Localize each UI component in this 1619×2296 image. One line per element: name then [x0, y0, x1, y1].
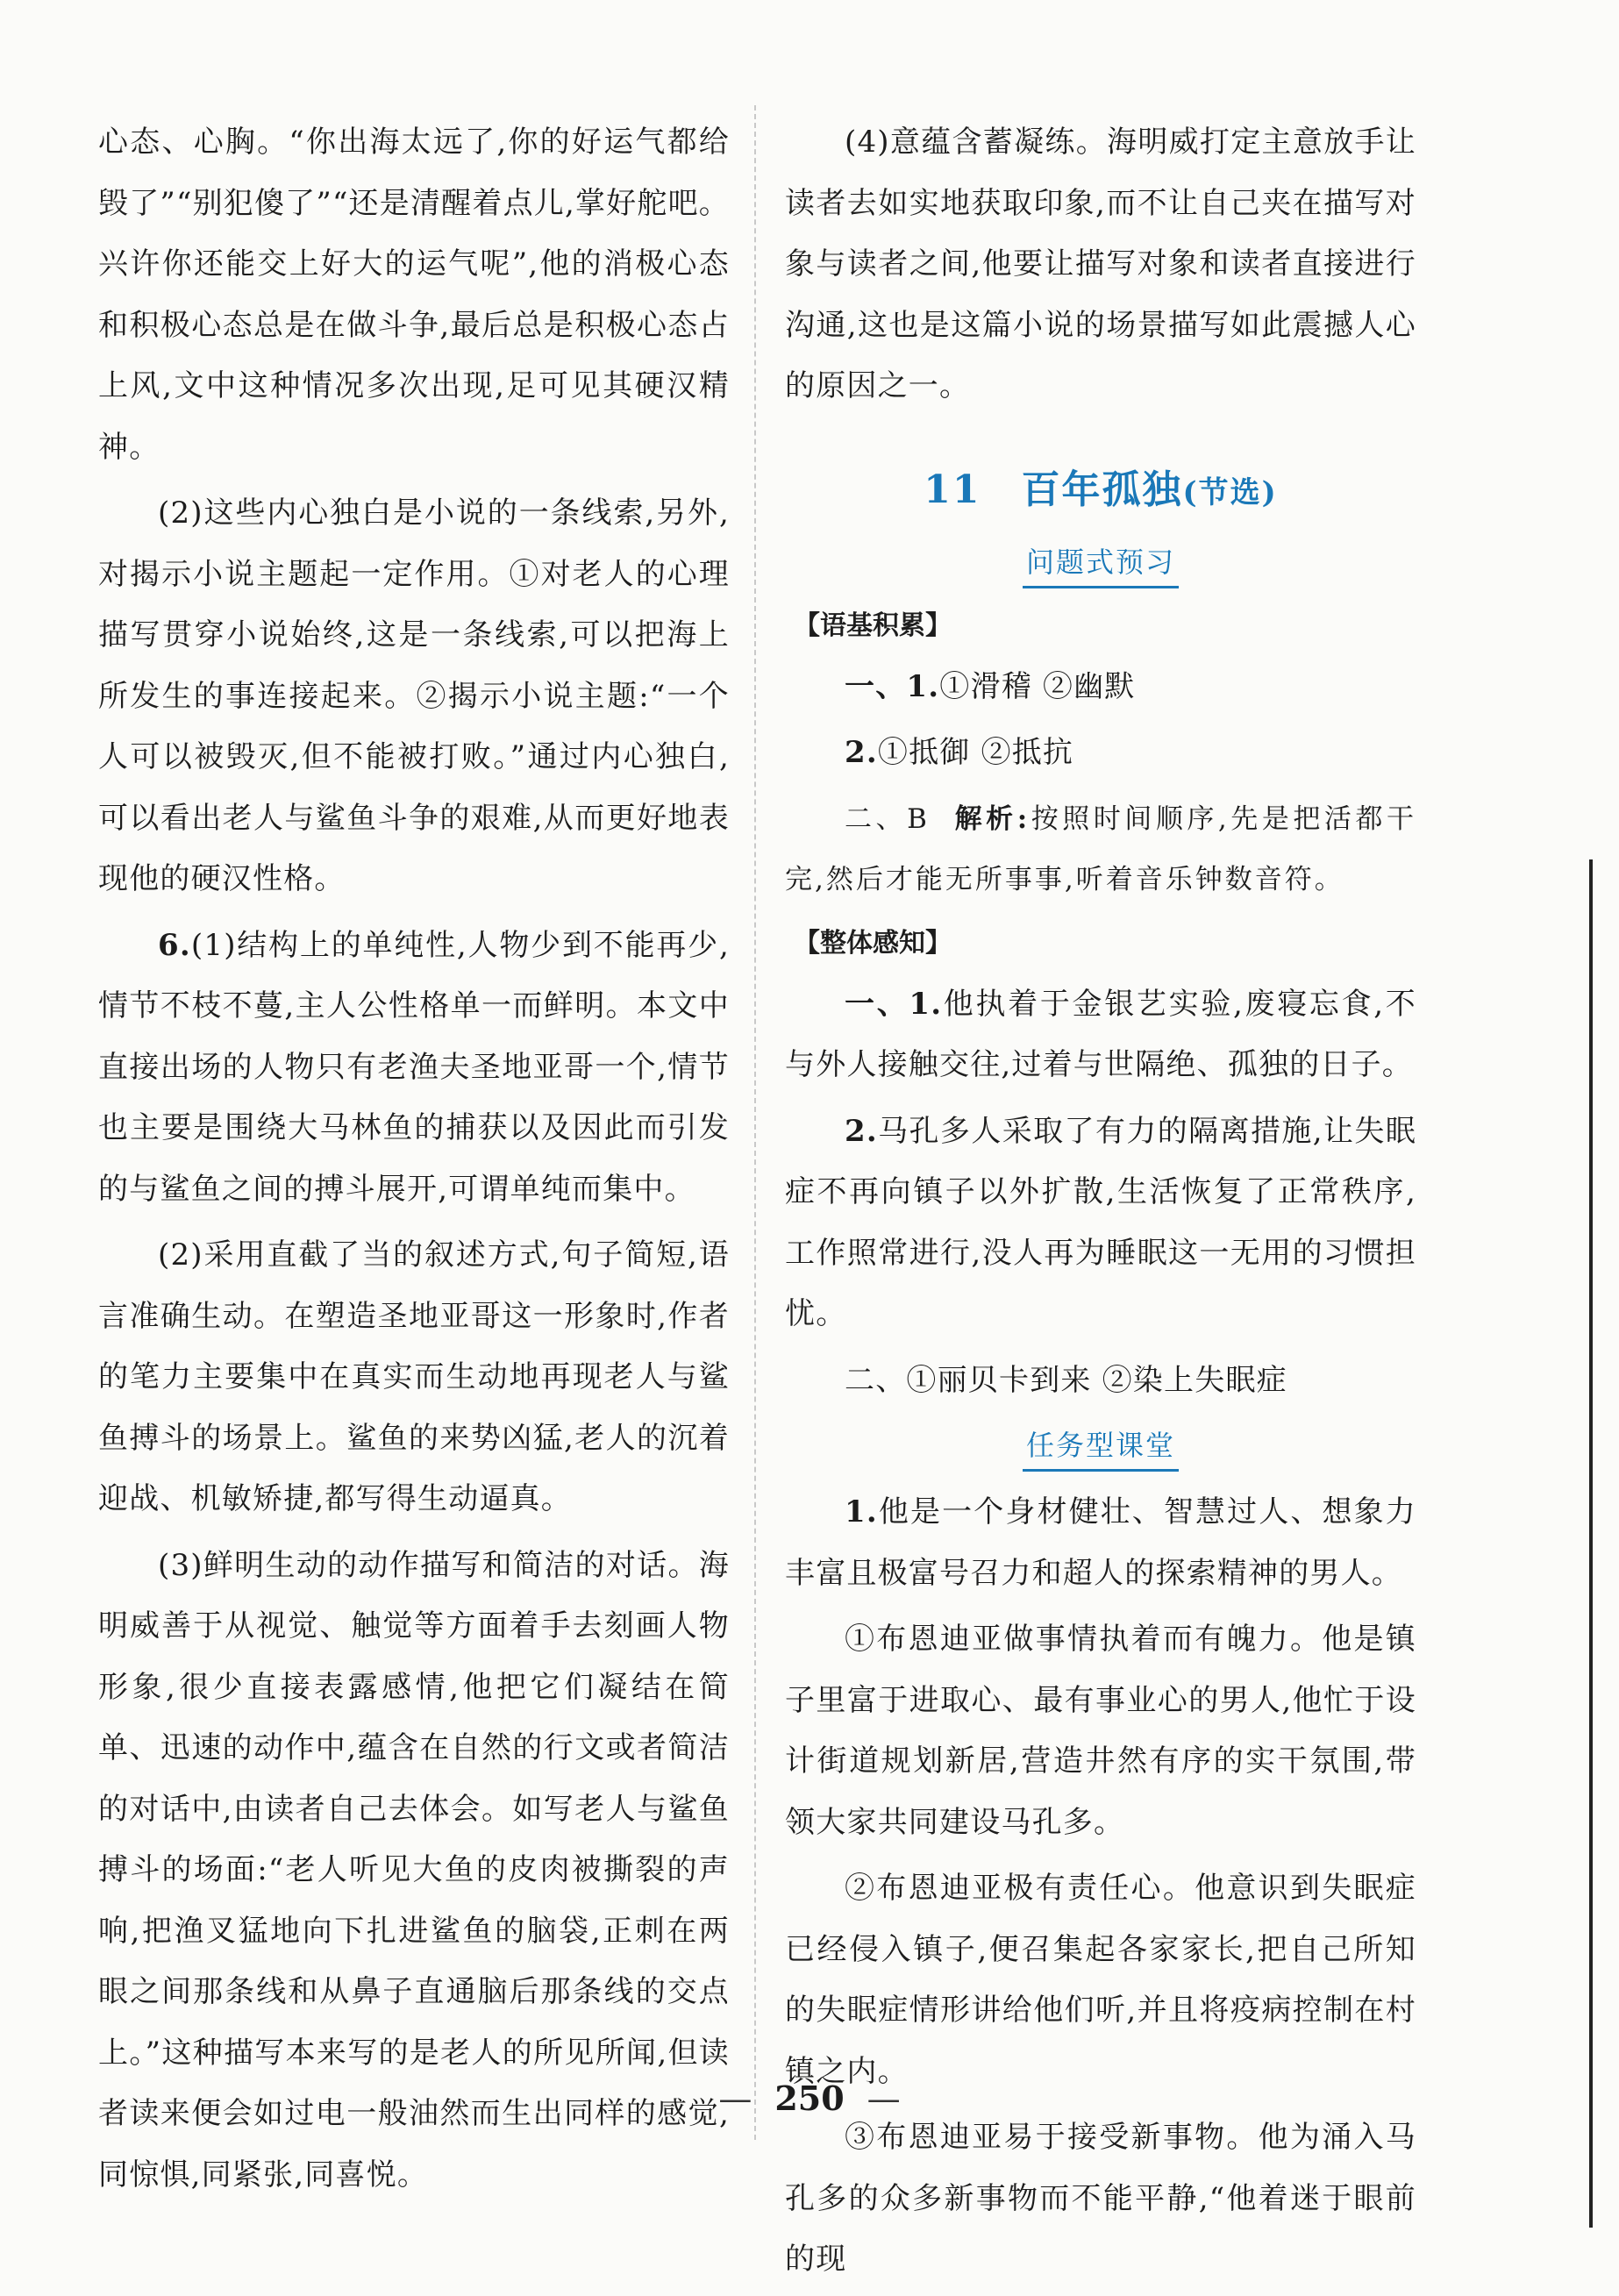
lesson-title [785, 458, 1416, 514]
lesson-number: 11 [924, 467, 981, 512]
item-text: 按照时间顺序,先是把活都干完,然后才能无所事事,听着音乐钟数音符。 [785, 802, 1416, 895]
item-text: (1)结构上的单纯性,人物少到不能再少,情节不枝不蔓,主人公性格单一而鲜明。本文中直接出场的人物只有老渔夫圣地亚哥一个,情节也主要是围绕大马林鱼的捕获以及因此而引发的与鲨鱼之间的搏斗展开,可谓单纯而集中。 [98, 927, 730, 1207]
paragraph: (3)鲜明生动的动作描写和简洁的对话。海明威善于从视觉、触觉等方面着手去刻画人物形象,很少直接表露感情,他把它们凝结在简单、迅速的动作中,蕴含在自然的行文或者简洁的对话中,由读者自己去体会。如写老人与鲨鱼搏斗的场面:“老人听见大鱼的皮肉被撕裂的声响,把渔叉猛地向下扎进鲨鱼的脑袋,正刺在两眼之间那条线和从鼻子直通脑后那条线的交点上。”这种描写本来写的是老人的所见所闻,但读者读来便会如过电一般油然而生出同样的感觉,同惊惧,同紧张,同喜悦。 [98, 1547, 730, 2193]
paragraph: ②布恩迪亚极有责任心。他意识到失眠症已经侵入镇子,便召集起各家家长,把自己所知的失眠症情形讲给他们听,并且将疫病控制在村镇之内。 [785, 1871, 1416, 2089]
section-heading: 【语基积累】 [794, 610, 952, 641]
lesson-title-main: 百年孤独 [1021, 467, 1183, 512]
answer-line [785, 974, 1416, 1096]
section-banner [785, 1423, 1416, 1472]
item-number: 2. [845, 735, 878, 770]
item-text: 他是一个身材健壮、智慧过人、想象力丰富且极富号召力和超人的探索精神的男人。 [785, 1494, 1416, 1591]
paragraph: ③布恩迪亚易于接受新事物。他为涌入马孔多的众多新事物而不能平静,“他着迷于眼前的现 [785, 2120, 1416, 2277]
answer-line: 二、①丽贝卡到来 ②染上失眠症 [845, 1362, 1287, 1398]
paragraph: (2)这些内心独白是小说的一条线索,另外,对揭示小说主题起一定作用。①对老人的心理描写贯穿小说始终,这是一条线索,可以把海上所发生的事连接起来。②揭示小说主题:“一个人可以被毁灭,但不能被打败。”通过内心独白,可以看出老人与鲨鱼斗争的艰难,从而更好地表现他的硬汉性格。 [98, 496, 730, 896]
item-text: 马孔多人采取了有力的隔离措施,让失眠症不再向镇子以外扩散,生活恢复了正常秩序,工作照常进行,没人再为睡眠这一无用的习惯担忧。 [785, 1113, 1417, 1331]
paragraph: (2)采用直截了当的叙述方式,句子简短,语言准确生动。在塑造圣地亚哥这一形象时,作者的笔力主要集中在真实而生动地再现老人与鲨鱼搏斗的场景上。鲨鱼的来势凶猛,老人的沉着迎战、机敏矫捷,都写得生动逼真。 [98, 1237, 730, 1516]
item-text: ①抵御 ②抵抗 [877, 735, 1074, 770]
page-edge-shadow [1589, 859, 1593, 2228]
section-banner-label: 问题式预习 [1023, 540, 1179, 588]
answer-line [785, 1102, 1416, 1345]
item-text: ①滑稽 ②幽默 [939, 668, 1136, 704]
answer-line [785, 1482, 1416, 1604]
section-heading: 【整体感知】 [794, 927, 952, 959]
item-number: 一、1. [845, 668, 940, 704]
item-number: 1. [845, 1494, 878, 1529]
answer-line [785, 657, 1416, 718]
page-number-dash: — [718, 2079, 752, 2118]
left-column [98, 112, 730, 2211]
answer-line [785, 723, 1416, 784]
item-number: 2. [845, 1113, 878, 1149]
lesson-title-sub: (节选) [1182, 474, 1278, 510]
analysis-label: 解析: [954, 802, 1031, 835]
answer-line [785, 789, 1416, 911]
section-banner-label: 任务型课堂 [1023, 1423, 1179, 1472]
right-column [785, 112, 1416, 2296]
paragraph: 心态、心胸。“你出海太远了,你的好运气都给毁了”“别犯傻了”“还是清醒着点儿,掌好舵吧。兴许你还能交上好大的运气呢”,他的消极心态和积极心态总是在做斗争,最后总是积极心态占上风,文中这种情况多次出现,足可见其硬汉精神。 [98, 125, 730, 465]
page-number [0, 2079, 1619, 2118]
item-number: 一、1. [845, 986, 943, 1022]
item-text: 他执着于金银艺实验,废寝忘食,不与外人接触交往,过着与世隔绝、孤独的日子。 [785, 986, 1416, 1082]
item-number: 二、B [845, 802, 930, 835]
paragraph: ①布恩迪亚做事情执着而有魄力。他是镇子里富于进取心、最有事业心的男人,他忙于设计街道规划新居,营造井然有序的实干氛围,带领大家共同建设马孔多。 [785, 1622, 1416, 1840]
page-number-value: 250 [774, 2079, 845, 2118]
item-number: 6. [158, 927, 191, 963]
paragraph: (4)意蕴含蓄凝练。海明威打定主意放手让读者去如实地获取印象,而不让自己夹在描写对象与读者之间,他要让描写对象和读者直接进行沟通,这也是这篇小说的场景描写如此震撼人心的原因之一。 [785, 125, 1416, 403]
column-divider [754, 105, 756, 2140]
page-number-dash: — [867, 2079, 901, 2118]
paragraph [98, 916, 730, 1221]
section-banner [785, 540, 1416, 588]
